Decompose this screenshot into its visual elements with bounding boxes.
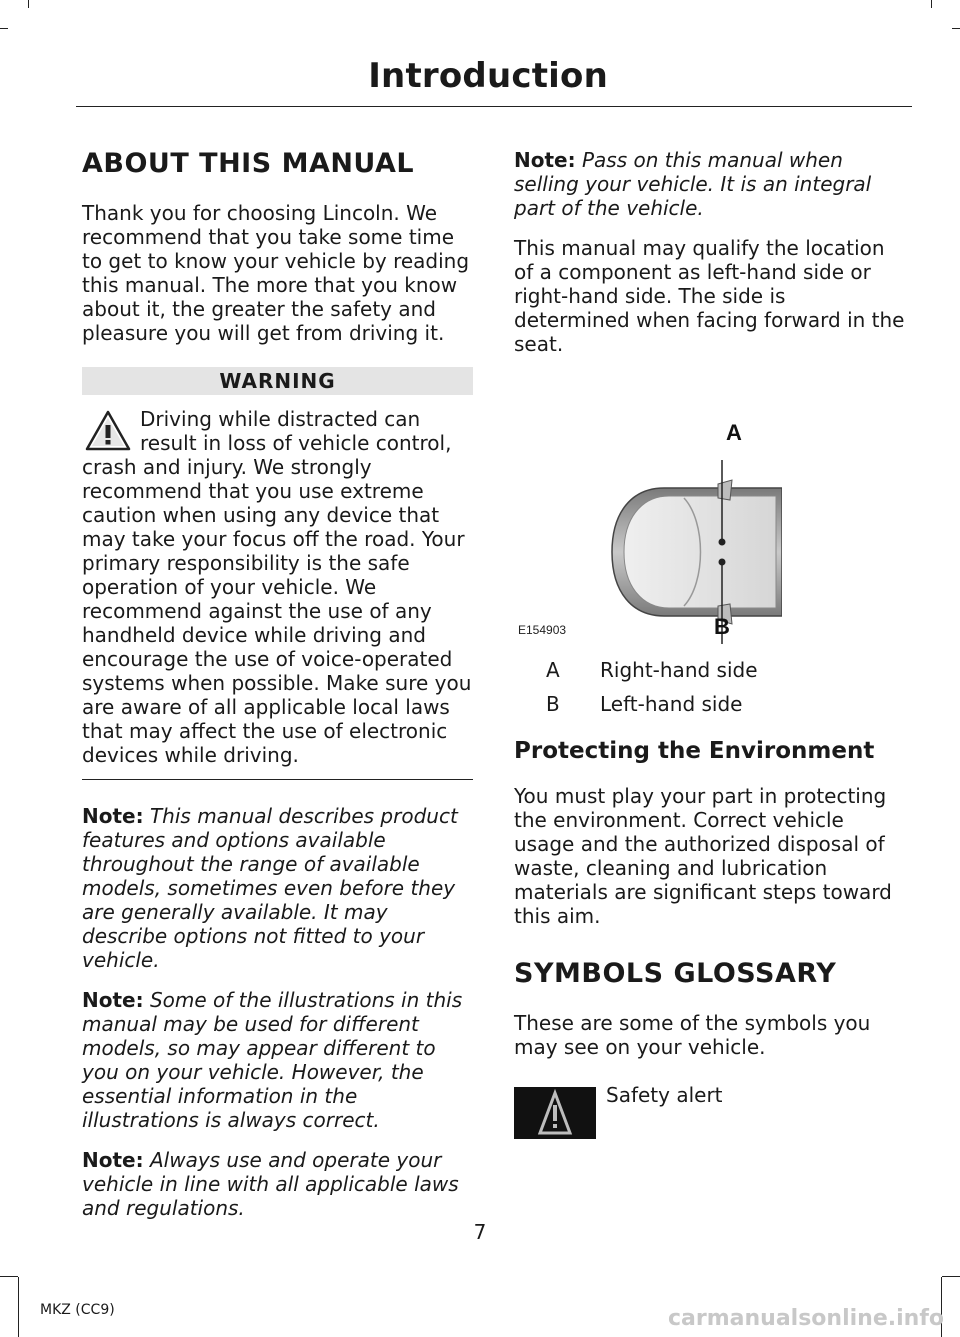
crop-mark xyxy=(18,1277,19,1337)
note-text: This manual describes product features and options available throughout the range of available models, sometimes even before they are generally available. It may describe options not fitted to your vehicle. xyxy=(82,804,458,972)
warning-text: Driving while distracted can result in loss of vehicle control, crash and injury. We strongly recommend that you use extreme caution when using any device that may take your focus off the road. Your primary responsibility is the safe operation of your vehicle. We recommend against the use of any handheld device while driving and encourage the use of voice-operated systems when possible. Make sure you are aware of all applicable local laws that may affect the use of electronic devices while driving. xyxy=(82,407,472,767)
page-number: 7 xyxy=(473,1220,487,1244)
legend-row-b xyxy=(514,692,907,716)
note-product-features xyxy=(82,804,473,972)
note-label: Note: xyxy=(82,988,144,1012)
environment-heading: Protecting the Environment xyxy=(514,738,875,764)
vehicle-top-view-illustration xyxy=(514,372,905,644)
warning-triangle-icon xyxy=(84,409,132,453)
legend-value: Left-hand side xyxy=(600,692,743,716)
crop-mark xyxy=(952,28,960,29)
warning-title: WARNING xyxy=(82,367,473,395)
note-pass-on-manual xyxy=(514,148,907,220)
page-header-title: Introduction xyxy=(368,56,608,96)
legend-key: B xyxy=(546,692,560,716)
figure-label-a: A xyxy=(726,420,742,445)
symbol-tile xyxy=(514,1087,596,1139)
header-divider xyxy=(76,106,912,107)
safety-alert-icon xyxy=(514,1087,596,1139)
legend-key: A xyxy=(546,658,560,682)
glossary-text: These are some of the symbols you may see on your vehicle. xyxy=(514,1011,871,1059)
watermark: carmanualsonline.info xyxy=(668,1306,944,1331)
sides-text: This manual may qualify the location of a component as left-hand side or right-hand side. The side is determined when facing forward in the seat. xyxy=(514,236,905,356)
legend-value: Right-hand side xyxy=(600,658,758,682)
note-label: Note: xyxy=(82,804,144,828)
about-heading: ABOUT THIS MANUAL xyxy=(82,148,415,179)
note-laws xyxy=(82,1148,473,1220)
note-text: Pass on this manual when selling your vehicle. It is an integral part of the vehicle. xyxy=(514,148,872,220)
symbol-label: Safety alert xyxy=(606,1083,723,1107)
left-column xyxy=(82,148,473,1236)
note-label: Note: xyxy=(514,148,576,172)
note-text: Always use and operate your vehicle in line with all applicable laws and regulations. xyxy=(82,1148,459,1220)
vehicle-sides-figure xyxy=(514,372,905,644)
environment-text: You must play your part in protecting the environment. Correct vehicle usage and the authorized disposal of waste, cleaning and lubrication materials are significant steps toward this aim. xyxy=(514,784,892,928)
legend-row-a xyxy=(514,658,907,682)
note-text: Some of the illustrations in this manual may be used for different models, so may appear different to you on your vehicle. However, the essential information in the illustrations is always correct. xyxy=(82,988,463,1132)
note-illustrations xyxy=(82,988,473,1132)
about-intro: Thank you for choosing Lincoln. We recommend that you take some time to get to know your vehicle by reading this manual. The more that you know about it, the greater the safety and pleasure you will get from driving it. xyxy=(82,201,470,345)
crop-mark xyxy=(931,0,932,8)
right-column xyxy=(514,148,907,1135)
symbol-row xyxy=(514,1075,907,1135)
note-label: Note: xyxy=(82,1148,144,1172)
crop-mark xyxy=(0,28,8,29)
figure-code: E154903 xyxy=(518,623,567,637)
crop-mark xyxy=(0,1276,18,1277)
figure-label-b: B xyxy=(714,614,730,639)
warning-divider xyxy=(82,779,473,780)
crop-mark xyxy=(28,0,29,8)
warning-box xyxy=(82,407,473,767)
model-code: MKZ (CC9) xyxy=(40,1302,115,1318)
crop-mark xyxy=(942,1276,960,1277)
glossary-heading: SYMBOLS GLOSSARY xyxy=(514,958,837,989)
